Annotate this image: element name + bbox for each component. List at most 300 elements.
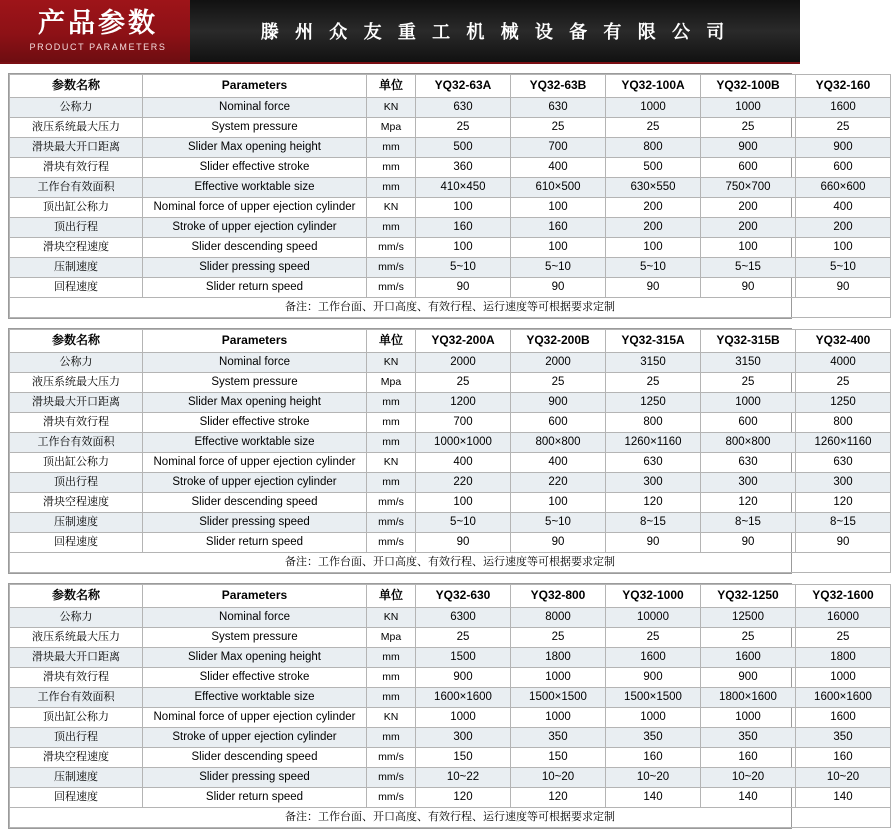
cell-param-name-en: Stroke of upper ejection cylinder bbox=[143, 728, 367, 748]
table-note-row bbox=[10, 553, 891, 573]
table-row bbox=[10, 513, 891, 533]
spec-table bbox=[8, 583, 874, 829]
cell-value: 100 bbox=[511, 493, 606, 513]
cell-value: 5~15 bbox=[701, 258, 796, 278]
cell-unit: mm bbox=[367, 433, 416, 453]
table-row bbox=[10, 688, 891, 708]
cell-unit: mm/s bbox=[367, 278, 416, 298]
cell-unit: mm bbox=[367, 138, 416, 158]
cell-unit: Mpa bbox=[367, 373, 416, 393]
cell-value: 200 bbox=[701, 198, 796, 218]
table-row bbox=[10, 668, 891, 688]
cell-value: 160 bbox=[796, 748, 891, 768]
table-row bbox=[10, 648, 891, 668]
cell-value: 90 bbox=[701, 278, 796, 298]
cell-value: 1600×1600 bbox=[416, 688, 511, 708]
cell-value: 10~20 bbox=[701, 768, 796, 788]
cell-value: 8~15 bbox=[701, 513, 796, 533]
cell-param-name-cn: 滑块空程速度 bbox=[10, 493, 143, 513]
table-row bbox=[10, 138, 891, 158]
cell-value: 630 bbox=[701, 453, 796, 473]
cell-value: 100 bbox=[416, 238, 511, 258]
cell-value: 300 bbox=[796, 473, 891, 493]
cell-param-name-en: Nominal force of upper ejection cylinder bbox=[143, 708, 367, 728]
cell-value: 1260×1160 bbox=[796, 433, 891, 453]
cell-value: 140 bbox=[606, 788, 701, 808]
cell-value: 2000 bbox=[416, 353, 511, 373]
column-header-model: YQ32-1000 bbox=[606, 585, 701, 608]
cell-param-name-en: Slider effective stroke bbox=[143, 413, 367, 433]
cell-param-name-en: System pressure bbox=[143, 373, 367, 393]
cell-value: 800×800 bbox=[511, 433, 606, 453]
page-title-en: PRODUCT PARAMETERS bbox=[29, 42, 167, 53]
cell-value: 200 bbox=[606, 198, 701, 218]
cell-param-name-cn: 压制速度 bbox=[10, 513, 143, 533]
cell-value: 600 bbox=[796, 158, 891, 178]
cell-unit: Mpa bbox=[367, 628, 416, 648]
column-header-name-cn: 参数名称 bbox=[10, 75, 143, 98]
cell-value: 1000 bbox=[701, 708, 796, 728]
column-header-model: YQ32-315B bbox=[701, 330, 796, 353]
spec-tables-container bbox=[0, 73, 874, 829]
table-row bbox=[10, 728, 891, 748]
cell-param-name-cn: 滑块空程速度 bbox=[10, 238, 143, 258]
table-row bbox=[10, 768, 891, 788]
column-header-model: YQ32-800 bbox=[511, 585, 606, 608]
cell-value: 25 bbox=[796, 628, 891, 648]
cell-value: 300 bbox=[416, 728, 511, 748]
cell-value: 25 bbox=[511, 373, 606, 393]
cell-value: 900 bbox=[511, 393, 606, 413]
table-row bbox=[10, 353, 891, 373]
cell-value: 25 bbox=[701, 118, 796, 138]
cell-value: 1600 bbox=[701, 648, 796, 668]
cell-value: 500 bbox=[606, 158, 701, 178]
cell-param-name-cn: 滑块最大开口距离 bbox=[10, 138, 143, 158]
cell-value: 100 bbox=[416, 493, 511, 513]
cell-unit: mm/s bbox=[367, 493, 416, 513]
cell-value: 1600 bbox=[796, 708, 891, 728]
cell-value: 25 bbox=[796, 118, 891, 138]
company-name: 滕 州 众 友 重 工 机 械 设 备 有 限 公 司 bbox=[260, 22, 730, 43]
cell-param-name-cn: 顶出缸公称力 bbox=[10, 453, 143, 473]
column-header-model: YQ32-400 bbox=[796, 330, 891, 353]
cell-value: 350 bbox=[701, 728, 796, 748]
cell-value: 630 bbox=[606, 453, 701, 473]
cell-value: 90 bbox=[606, 533, 701, 553]
table-note: 备注：工作台面、开口高度、有效行程、运行速度等可根据要求定制 bbox=[10, 808, 891, 828]
cell-value: 1600 bbox=[796, 98, 891, 118]
cell-param-name-cn: 回程速度 bbox=[10, 278, 143, 298]
table-row bbox=[10, 198, 891, 218]
cell-value: 410×450 bbox=[416, 178, 511, 198]
cell-value: 90 bbox=[416, 278, 511, 298]
cell-value: 1000×1000 bbox=[416, 433, 511, 453]
cell-value: 120 bbox=[796, 493, 891, 513]
table-row bbox=[10, 178, 891, 198]
cell-param-name-cn: 压制速度 bbox=[10, 258, 143, 278]
column-header-unit: 单位 bbox=[367, 75, 416, 98]
cell-value: 360 bbox=[416, 158, 511, 178]
table-header-row bbox=[10, 330, 891, 353]
cell-value: 120 bbox=[416, 788, 511, 808]
cell-value: 1000 bbox=[511, 708, 606, 728]
table-row bbox=[10, 533, 891, 553]
cell-param-name-cn: 公称力 bbox=[10, 353, 143, 373]
cell-value: 120 bbox=[701, 493, 796, 513]
cell-value: 25 bbox=[606, 373, 701, 393]
column-header-unit: 单位 bbox=[367, 585, 416, 608]
table-row bbox=[10, 608, 891, 628]
cell-value: 700 bbox=[511, 138, 606, 158]
cell-value: 16000 bbox=[796, 608, 891, 628]
cell-value: 220 bbox=[416, 473, 511, 493]
cell-param-name-cn: 顶出行程 bbox=[10, 218, 143, 238]
cell-unit: mm/s bbox=[367, 238, 416, 258]
column-header-model: YQ32-200A bbox=[416, 330, 511, 353]
header-title-block bbox=[0, 0, 190, 62]
column-header-name-en: Parameters bbox=[143, 330, 367, 353]
cell-param-name-cn: 顶出缸公称力 bbox=[10, 708, 143, 728]
cell-unit: mm bbox=[367, 393, 416, 413]
cell-unit: mm/s bbox=[367, 513, 416, 533]
column-header-model: YQ32-200B bbox=[511, 330, 606, 353]
table-row bbox=[10, 258, 891, 278]
cell-unit: mm/s bbox=[367, 748, 416, 768]
cell-value: 600 bbox=[511, 413, 606, 433]
cell-unit: mm bbox=[367, 688, 416, 708]
cell-param-name-cn: 公称力 bbox=[10, 98, 143, 118]
table-note: 备注：工作台面、开口高度、有效行程、运行速度等可根据要求定制 bbox=[10, 298, 891, 318]
column-header-name-en: Parameters bbox=[143, 75, 367, 98]
table-row bbox=[10, 473, 891, 493]
page-title-cn: 产品参数 bbox=[38, 7, 158, 39]
table-row bbox=[10, 218, 891, 238]
cell-value: 630 bbox=[511, 98, 606, 118]
table-row bbox=[10, 278, 891, 298]
cell-param-name-cn: 滑块有效行程 bbox=[10, 158, 143, 178]
cell-unit: KN bbox=[367, 198, 416, 218]
cell-value: 90 bbox=[796, 278, 891, 298]
cell-value: 5~10 bbox=[606, 258, 701, 278]
cell-value: 800×800 bbox=[701, 433, 796, 453]
cell-unit: KN bbox=[367, 608, 416, 628]
cell-param-name-cn: 工作台有效面积 bbox=[10, 178, 143, 198]
spec-table bbox=[8, 73, 871, 319]
cell-unit: mm bbox=[367, 648, 416, 668]
cell-value: 100 bbox=[511, 238, 606, 258]
cell-value: 600 bbox=[701, 413, 796, 433]
cell-value: 10~20 bbox=[796, 768, 891, 788]
cell-value: 90 bbox=[701, 533, 796, 553]
cell-value: 1000 bbox=[606, 98, 701, 118]
cell-value: 630 bbox=[796, 453, 891, 473]
cell-unit: mm bbox=[367, 473, 416, 493]
table-row bbox=[10, 118, 891, 138]
cell-param-name-en: System pressure bbox=[143, 118, 367, 138]
cell-value: 120 bbox=[606, 493, 701, 513]
cell-value: 5~10 bbox=[511, 258, 606, 278]
cell-value: 5~10 bbox=[511, 513, 606, 533]
column-header-name-en: Parameters bbox=[143, 585, 367, 608]
cell-param-name-en: Nominal force bbox=[143, 98, 367, 118]
cell-value: 610×500 bbox=[511, 178, 606, 198]
cell-param-name-en: Stroke of upper ejection cylinder bbox=[143, 218, 367, 238]
table-row bbox=[10, 373, 891, 393]
cell-unit: KN bbox=[367, 98, 416, 118]
cell-value: 1000 bbox=[701, 98, 796, 118]
page-header bbox=[0, 0, 800, 64]
cell-value: 140 bbox=[796, 788, 891, 808]
table-row bbox=[10, 708, 891, 728]
column-header-model: YQ32-100B bbox=[701, 75, 796, 98]
cell-unit: mm bbox=[367, 158, 416, 178]
cell-value: 400 bbox=[416, 453, 511, 473]
cell-param-name-cn: 液压系统最大压力 bbox=[10, 118, 143, 138]
cell-value: 10~20 bbox=[606, 768, 701, 788]
cell-value: 150 bbox=[416, 748, 511, 768]
table-row bbox=[10, 493, 891, 513]
cell-value: 1000 bbox=[606, 708, 701, 728]
cell-value: 90 bbox=[796, 533, 891, 553]
cell-value: 900 bbox=[606, 668, 701, 688]
cell-value: 1500×1500 bbox=[606, 688, 701, 708]
cell-value: 1260×1160 bbox=[606, 433, 701, 453]
cell-value: 100 bbox=[701, 238, 796, 258]
table-row bbox=[10, 788, 891, 808]
cell-value: 800 bbox=[606, 413, 701, 433]
cell-value: 100 bbox=[796, 238, 891, 258]
cell-value: 200 bbox=[606, 218, 701, 238]
cell-value: 5~10 bbox=[416, 258, 511, 278]
cell-value: 800 bbox=[796, 413, 891, 433]
cell-value: 90 bbox=[511, 533, 606, 553]
cell-value: 100 bbox=[511, 198, 606, 218]
cell-param-name-cn: 滑块有效行程 bbox=[10, 668, 143, 688]
cell-param-name-en: Slider descending speed bbox=[143, 238, 367, 258]
cell-value: 160 bbox=[606, 748, 701, 768]
spec-table bbox=[8, 328, 872, 574]
cell-value: 8000 bbox=[511, 608, 606, 628]
cell-value: 700 bbox=[416, 413, 511, 433]
cell-value: 140 bbox=[701, 788, 796, 808]
cell-unit: mm/s bbox=[367, 768, 416, 788]
column-header-model: YQ32-1600 bbox=[796, 585, 891, 608]
column-header-name-cn: 参数名称 bbox=[10, 585, 143, 608]
cell-unit: Mpa bbox=[367, 118, 416, 138]
cell-value: 160 bbox=[511, 218, 606, 238]
cell-value: 8~15 bbox=[606, 513, 701, 533]
cell-value: 1000 bbox=[701, 393, 796, 413]
cell-value: 200 bbox=[701, 218, 796, 238]
cell-value: 100 bbox=[416, 198, 511, 218]
cell-value: 25 bbox=[606, 118, 701, 138]
cell-value: 1500 bbox=[416, 648, 511, 668]
cell-param-name-cn: 工作台有效面积 bbox=[10, 433, 143, 453]
cell-param-name-en: Slider descending speed bbox=[143, 748, 367, 768]
table-row bbox=[10, 453, 891, 473]
cell-value: 25 bbox=[606, 628, 701, 648]
cell-value: 120 bbox=[511, 788, 606, 808]
cell-param-name-cn: 滑块有效行程 bbox=[10, 413, 143, 433]
cell-value: 300 bbox=[606, 473, 701, 493]
table-row bbox=[10, 433, 891, 453]
cell-param-name-en: Slider pressing speed bbox=[143, 768, 367, 788]
cell-value: 10~20 bbox=[511, 768, 606, 788]
cell-value: 1800 bbox=[796, 648, 891, 668]
cell-unit: mm bbox=[367, 668, 416, 688]
cell-unit: KN bbox=[367, 353, 416, 373]
cell-value: 25 bbox=[511, 118, 606, 138]
cell-value: 400 bbox=[511, 453, 606, 473]
cell-value: 630 bbox=[416, 98, 511, 118]
cell-param-name-en: Slider return speed bbox=[143, 278, 367, 298]
column-header-model: YQ32-630 bbox=[416, 585, 511, 608]
column-header-name-cn: 参数名称 bbox=[10, 330, 143, 353]
cell-param-name-cn: 压制速度 bbox=[10, 768, 143, 788]
cell-param-name-en: Stroke of upper ejection cylinder bbox=[143, 473, 367, 493]
cell-unit: mm bbox=[367, 728, 416, 748]
cell-value: 5~10 bbox=[416, 513, 511, 533]
cell-value: 900 bbox=[701, 668, 796, 688]
cell-unit: mm bbox=[367, 413, 416, 433]
cell-value: 350 bbox=[796, 728, 891, 748]
cell-value: 12500 bbox=[701, 608, 796, 628]
cell-value: 200 bbox=[796, 218, 891, 238]
table-row bbox=[10, 413, 891, 433]
cell-param-name-cn: 液压系统最大压力 bbox=[10, 373, 143, 393]
cell-param-name-en: Effective worktable size bbox=[143, 178, 367, 198]
cell-param-name-cn: 液压系统最大压力 bbox=[10, 628, 143, 648]
cell-value: 1000 bbox=[796, 668, 891, 688]
cell-value: 90 bbox=[416, 533, 511, 553]
cell-value: 400 bbox=[796, 198, 891, 218]
cell-param-name-cn: 回程速度 bbox=[10, 788, 143, 808]
column-header-model: YQ32-100A bbox=[606, 75, 701, 98]
cell-param-name-cn: 滑块最大开口距离 bbox=[10, 393, 143, 413]
cell-value: 150 bbox=[511, 748, 606, 768]
table-note: 备注：工作台面、开口高度、有效行程、运行速度等可根据要求定制 bbox=[10, 553, 891, 573]
cell-value: 1600 bbox=[606, 648, 701, 668]
cell-param-name-en: Effective worktable size bbox=[143, 433, 367, 453]
table-header-row bbox=[10, 75, 891, 98]
column-header-model: YQ32-160 bbox=[796, 75, 891, 98]
cell-value: 900 bbox=[701, 138, 796, 158]
table-note-row bbox=[10, 808, 891, 828]
table-row bbox=[10, 238, 891, 258]
cell-param-name-en: Slider pressing speed bbox=[143, 513, 367, 533]
cell-unit: mm/s bbox=[367, 258, 416, 278]
cell-unit: KN bbox=[367, 708, 416, 728]
cell-param-name-en: Slider pressing speed bbox=[143, 258, 367, 278]
cell-value: 220 bbox=[511, 473, 606, 493]
cell-value: 600 bbox=[701, 158, 796, 178]
cell-value: 8~15 bbox=[796, 513, 891, 533]
cell-param-name-cn: 公称力 bbox=[10, 608, 143, 628]
table-note-row bbox=[10, 298, 891, 318]
cell-param-name-en: Slider return speed bbox=[143, 533, 367, 553]
cell-param-name-en: Effective worktable size bbox=[143, 688, 367, 708]
column-header-model: YQ32-1250 bbox=[701, 585, 796, 608]
cell-value: 160 bbox=[701, 748, 796, 768]
cell-value: 1800×1600 bbox=[701, 688, 796, 708]
column-header-model: YQ32-63A bbox=[416, 75, 511, 98]
cell-value: 25 bbox=[701, 373, 796, 393]
cell-value: 300 bbox=[701, 473, 796, 493]
cell-param-name-cn: 顶出行程 bbox=[10, 728, 143, 748]
cell-param-name-en: Nominal force bbox=[143, 353, 367, 373]
cell-param-name-en: Slider effective stroke bbox=[143, 158, 367, 178]
cell-value: 350 bbox=[606, 728, 701, 748]
cell-param-name-cn: 滑块空程速度 bbox=[10, 748, 143, 768]
cell-unit: KN bbox=[367, 453, 416, 473]
cell-param-name-en: Slider Max opening height bbox=[143, 138, 367, 158]
cell-value: 1600×1600 bbox=[796, 688, 891, 708]
column-header-unit: 单位 bbox=[367, 330, 416, 353]
cell-value: 10000 bbox=[606, 608, 701, 628]
cell-param-name-cn: 顶出行程 bbox=[10, 473, 143, 493]
cell-param-name-cn: 回程速度 bbox=[10, 533, 143, 553]
cell-value: 3150 bbox=[701, 353, 796, 373]
table-row bbox=[10, 158, 891, 178]
cell-value: 6300 bbox=[416, 608, 511, 628]
cell-value: 1800 bbox=[511, 648, 606, 668]
cell-value: 1250 bbox=[796, 393, 891, 413]
cell-value: 1000 bbox=[416, 708, 511, 728]
table-row bbox=[10, 393, 891, 413]
cell-param-name-en: Slider Max opening height bbox=[143, 648, 367, 668]
cell-value: 4000 bbox=[796, 353, 891, 373]
cell-value: 900 bbox=[796, 138, 891, 158]
cell-value: 25 bbox=[701, 628, 796, 648]
cell-value: 25 bbox=[796, 373, 891, 393]
cell-value: 90 bbox=[511, 278, 606, 298]
cell-param-name-cn: 滑块最大开口距离 bbox=[10, 648, 143, 668]
table-row bbox=[10, 628, 891, 648]
column-header-model: YQ32-315A bbox=[606, 330, 701, 353]
cell-param-name-en: Nominal force of upper ejection cylinder bbox=[143, 198, 367, 218]
cell-value: 25 bbox=[416, 373, 511, 393]
cell-unit: mm/s bbox=[367, 788, 416, 808]
cell-param-name-en: Slider effective stroke bbox=[143, 668, 367, 688]
cell-param-name-en: Slider Max opening height bbox=[143, 393, 367, 413]
cell-value: 5~10 bbox=[796, 258, 891, 278]
cell-param-name-en: System pressure bbox=[143, 628, 367, 648]
cell-param-name-en: Slider descending speed bbox=[143, 493, 367, 513]
table-header-row bbox=[10, 585, 891, 608]
cell-param-name-en: Nominal force of upper ejection cylinder bbox=[143, 453, 367, 473]
cell-value: 1500×1500 bbox=[511, 688, 606, 708]
cell-value: 2000 bbox=[511, 353, 606, 373]
table-row bbox=[10, 748, 891, 768]
cell-param-name-en: Nominal force bbox=[143, 608, 367, 628]
cell-unit: mm bbox=[367, 218, 416, 238]
cell-param-name-cn: 工作台有效面积 bbox=[10, 688, 143, 708]
cell-unit: mm/s bbox=[367, 533, 416, 553]
cell-param-name-en: Slider return speed bbox=[143, 788, 367, 808]
cell-unit: mm bbox=[367, 178, 416, 198]
cell-value: 25 bbox=[416, 628, 511, 648]
cell-value: 800 bbox=[606, 138, 701, 158]
cell-value: 630×550 bbox=[606, 178, 701, 198]
cell-value: 90 bbox=[606, 278, 701, 298]
cell-value: 1250 bbox=[606, 393, 701, 413]
cell-value: 400 bbox=[511, 158, 606, 178]
cell-value: 25 bbox=[511, 628, 606, 648]
cell-value: 750×700 bbox=[701, 178, 796, 198]
cell-param-name-cn: 顶出缸公称力 bbox=[10, 198, 143, 218]
cell-value: 500 bbox=[416, 138, 511, 158]
